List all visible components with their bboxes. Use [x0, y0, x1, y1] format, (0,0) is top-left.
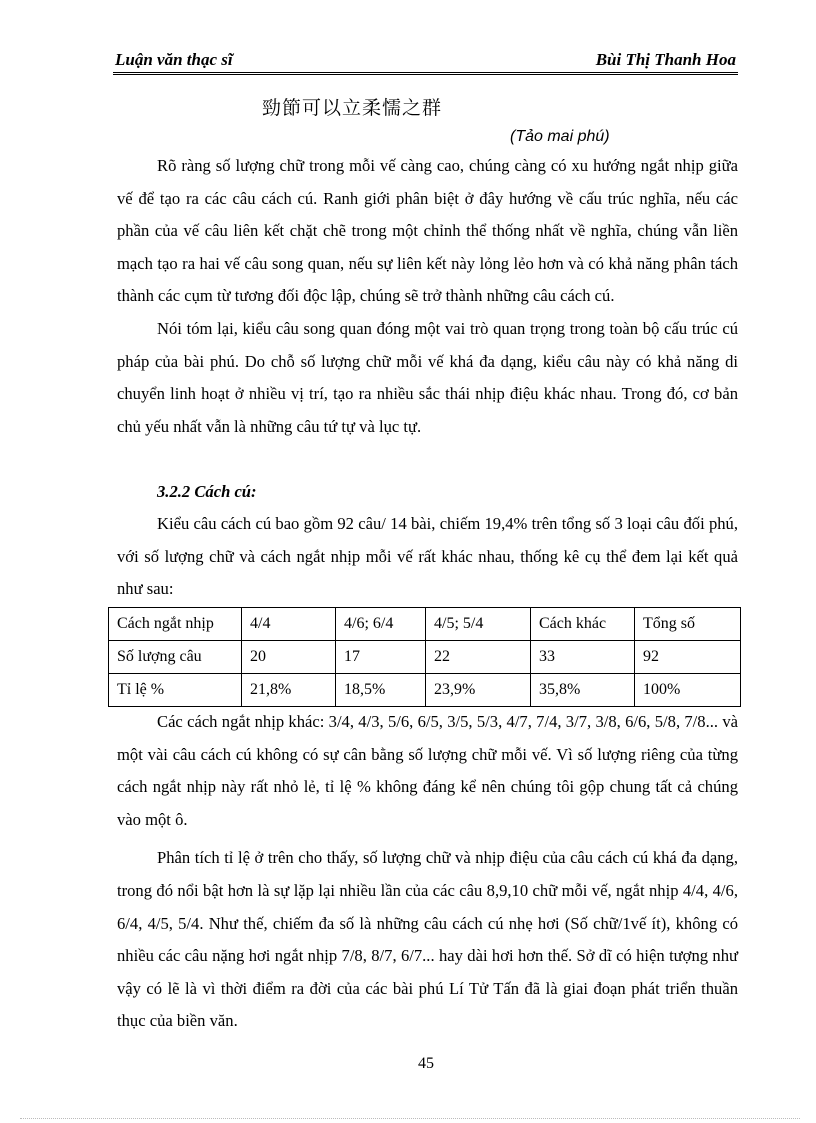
table-row — [109, 674, 741, 707]
table-cell: 22 — [426, 641, 531, 674]
paragraph-3: Kiểu câu cách cú bao gồm 92 câu/ 14 bài, chiếm 19,4% trên tổng số 3 loại câu đối phú, với số lượng chữ và cách ngắt nhịp mỗi vế rất khác nhau, thống kê cụ thể đem lại kết quả như sau: — [117, 514, 738, 599]
table-cell: 4/4 — [242, 608, 336, 641]
body-block-2 — [117, 508, 738, 606]
header-thesis-label: Luận văn thạc sĩ — [115, 50, 233, 69]
statistics-table — [108, 607, 741, 707]
paragraph-2: Nói tóm lại, kiểu câu song quan đóng một vai trò quan trọng trong toàn bộ cấu trúc cú pháp của bài phú. Do chỗ số lượng chữ mỗi vế khá đa dạng, kiểu câu này có khả năng di chuyển linh hoạt ở nhiều vị trí, tạo ra nhiều sắc thái nhịp điệu khác nhau. Trong đó, cơ bản chủ yếu nhất vẫn là những câu tứ tự và lục tự. — [117, 318, 738, 436]
table-cell: 33 — [531, 641, 635, 674]
header-author-name: Bùi Thị Thanh Hoa — [595, 50, 736, 69]
body-block-1 — [117, 150, 738, 443]
table-cell: 100% — [635, 674, 741, 707]
quote-attribution: (Tảo mai phú) — [510, 128, 610, 145]
table-cell: 4/6; 6/4 — [336, 608, 426, 641]
table-cell: 23,9% — [426, 674, 531, 707]
table-cell: 21,8% — [242, 674, 336, 707]
paragraph-1: Rõ ràng số lượng chữ trong mỗi vế càng cao, chúng càng có xu hướng ngắt nhịp giữa vế để tạo ra các câu cách cú. Ranh giới phân biệt ở đây hướng về cấu trúc nghĩa, nếu các phần của vế câu liên kết chặt chẽ trong một chỉnh thể thống nhất về nghĩa, chúng vẫn liền mạch tạo ra hai vế câu song quan, nếu sự liên kết này lỏng lẻo hơn và có khả năng phân tách thành các cụm từ tương đối độc lập, chúng sẽ trở thành những câu cách cú. — [117, 156, 738, 306]
table-cell: 4/5; 5/4 — [426, 608, 531, 641]
table-cell: 17 — [336, 641, 426, 674]
running-header — [113, 50, 738, 75]
paragraph-5: Phân tích tỉ lệ ở trên cho thấy, số lượng chữ và nhịp điệu của câu cách cú khá đa dạng, trong đó nổi bật hơn là sự lặp lại nhiều lần của các câu 8,9,10 chữ mỗi vế, ngắt nhịp 4/4, 4/6, 6/4, 4/5, 5/4. Như thế, chiếm đa số là những câu cách cú nhẹ hơi (Số chữ/1vế ít), không có nhiều các câu nặng hơi ngắt nhịp 7/8, 8/7, 6/7... hay dài hơi hơn thế. Sở dĩ có hiện tượng như vậy có lẽ là vì thời điểm ra đời của các bài phú Lí Tử Tấn đã là giai đoạn phát triển thuần thục của biền văn. — [117, 848, 738, 1031]
table-cell: Tổng số — [635, 608, 741, 641]
table-cell: 92 — [635, 641, 741, 674]
section-heading: 3.2.2 Cách cú: — [157, 482, 257, 501]
paragraph-4: Các cách ngắt nhịp khác: 3/4, 4/3, 5/6, 6/5, 3/5, 5/3, 4/7, 7/4, 3/7, 3/8, 6/6, 5/8, 7/8... và một vài câu cách cú không có sự cân bằng số lượng chữ mỗi vế. Vì số lượng riêng của từng cách ngắt nhịp này rất nhỏ lẻ, tỉ lệ % không đáng kể nên chúng tôi gộp chung tất cả chúng vào một ô. — [117, 712, 738, 829]
table-cell: 35,8% — [531, 674, 635, 707]
table-cell: Cách khác — [531, 608, 635, 641]
table-cell: Số lượng câu — [109, 641, 242, 674]
table-cell: Tỉ lệ % — [109, 674, 242, 707]
table-cell: 20 — [242, 641, 336, 674]
chinese-quote: 勁節可以立柔懦之群 — [262, 97, 443, 119]
body-block-3 — [117, 706, 738, 1038]
footer-divider — [20, 1118, 800, 1119]
table-row — [109, 641, 741, 674]
table-cell: 18,5% — [336, 674, 426, 707]
table-header-row — [109, 608, 741, 641]
table-cell: Cách ngắt nhịp — [109, 608, 242, 641]
page-number: 45 — [418, 1055, 434, 1072]
